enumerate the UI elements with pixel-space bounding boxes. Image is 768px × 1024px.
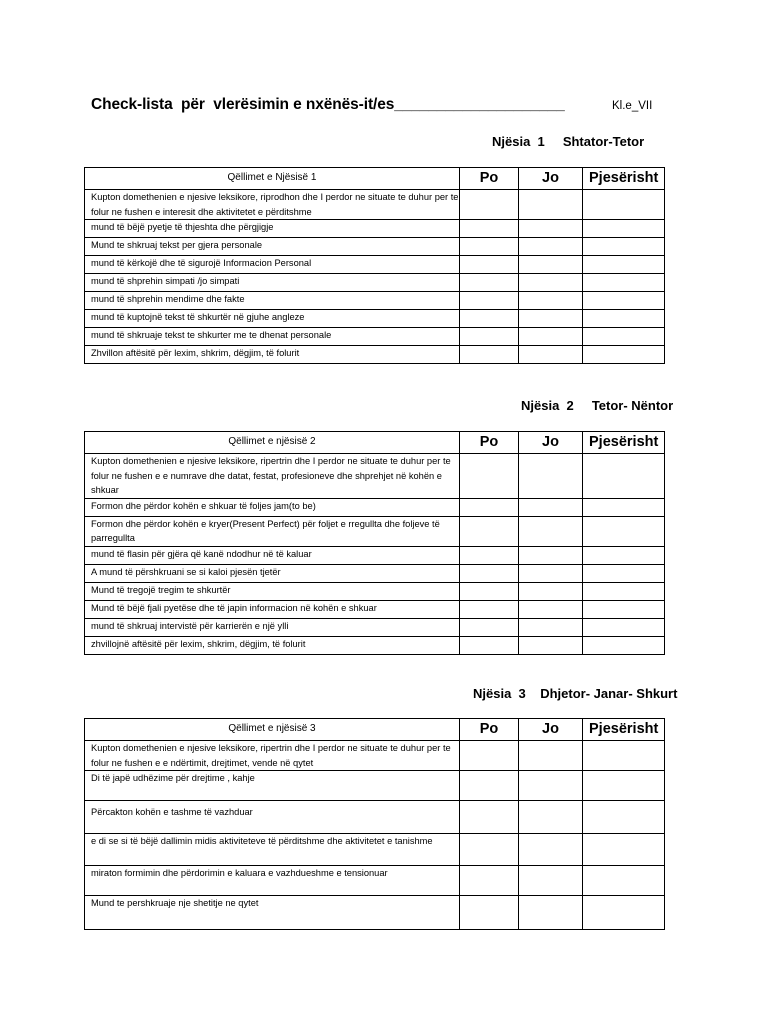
po-cell[interactable]	[460, 256, 519, 274]
table-header-row	[85, 168, 665, 190]
jo-cell[interactable]	[519, 498, 583, 516]
table-row	[85, 618, 665, 636]
pjeserisht-cell[interactable]	[583, 454, 665, 499]
jo-cell[interactable]	[519, 220, 583, 238]
table-row	[85, 454, 665, 499]
po-cell[interactable]	[460, 582, 519, 600]
table-row	[85, 600, 665, 618]
pjeserisht-cell[interactable]	[583, 256, 665, 274]
pjeserisht-cell[interactable]	[583, 190, 665, 220]
column-po: Po	[460, 719, 519, 741]
table-row	[85, 256, 665, 274]
jo-cell[interactable]	[519, 310, 583, 328]
pjeserisht-cell[interactable]	[583, 896, 665, 930]
pjeserisht-cell[interactable]	[583, 618, 665, 636]
unit-1-heading: Njësia 1 Shtator-Tetor	[492, 134, 645, 149]
column-jo: Jo	[519, 719, 583, 741]
goal-text: Mund te shkruaj tekst per gjera personale	[85, 238, 460, 256]
pjeserisht-cell[interactable]	[583, 516, 665, 546]
goal-text: Kupton domethenien e njesive leksikore, riprodhon dhe I perdor ne situate te duhur per te folur ne fushen e interesit dhe aktivitetet e përditshme	[85, 190, 460, 220]
goal-text: Formon dhe përdor kohën e shkuar të foljes jam(to be)	[85, 498, 460, 516]
goal-text: mund të shprehin simpati /jo simpati	[85, 274, 460, 292]
jo-cell[interactable]	[519, 741, 583, 771]
po-cell[interactable]	[460, 801, 519, 834]
column-po: Po	[460, 432, 519, 454]
goal-text: Përcakton kohën e tashme të vazhduar	[85, 801, 460, 834]
po-cell[interactable]	[460, 516, 519, 546]
table-header-row	[85, 719, 665, 741]
table-row	[85, 498, 665, 516]
table-row	[85, 741, 665, 771]
unit-3-heading: Njësia 3 Dhjetor- Janar- Shkurt	[473, 686, 678, 701]
table-row	[85, 896, 665, 930]
goal-text: Mund të bëjë fjali pyetëse dhe të japin informacion në kohën e shkuar	[85, 600, 460, 618]
goals-header: Qëllimet e njësisë 3	[85, 719, 460, 741]
goal-text: e di se si të bëjë dallimin midis aktiviteteve të përditshme dhe aktivitetet e tanishme	[85, 834, 460, 866]
pjeserisht-cell[interactable]	[583, 292, 665, 310]
goal-text: Di të japë udhëzime për drejtime , kahje	[85, 771, 460, 801]
class-label: Kl.e_VII	[612, 100, 653, 112]
jo-cell[interactable]	[519, 256, 583, 274]
jo-cell[interactable]	[519, 564, 583, 582]
jo-cell[interactable]	[519, 896, 583, 930]
table-header-row	[85, 432, 665, 454]
jo-cell[interactable]	[519, 274, 583, 292]
table-row	[85, 636, 665, 654]
jo-cell[interactable]	[519, 190, 583, 220]
jo-cell[interactable]	[519, 834, 583, 866]
column-pjeserisht: Pjesërisht	[583, 168, 665, 190]
po-cell[interactable]	[460, 866, 519, 896]
goal-text: Mund të tregojë tregim te shkurtër	[85, 582, 460, 600]
po-cell[interactable]	[460, 834, 519, 866]
po-cell[interactable]	[460, 292, 519, 310]
goal-text: Kupton domethenien e njesive leksikore, ripertrin dhe I perdor ne situate te duhur per te folur ne fushen e e numrave dhe datat, festat, profesioneve dhe shprehjet në kohën e shkuar	[85, 454, 460, 499]
goal-text: mund të shkruaj intervistë për karrierën e një ylli	[85, 618, 460, 636]
table-row	[85, 834, 665, 866]
jo-cell[interactable]	[519, 866, 583, 896]
unit-3-table	[84, 718, 665, 930]
unit-2-table	[84, 431, 665, 655]
pjeserisht-cell[interactable]	[583, 498, 665, 516]
po-cell[interactable]	[460, 618, 519, 636]
jo-cell[interactable]	[519, 292, 583, 310]
jo-cell[interactable]	[519, 454, 583, 499]
unit-2-heading: Njësia 2 Tetor- Nëntor	[521, 398, 674, 413]
jo-cell[interactable]	[519, 618, 583, 636]
goal-text: miraton formimin dhe përdorimin e kaluara e vazhdueshme e tensionuar	[85, 866, 460, 896]
pjeserisht-cell[interactable]	[583, 328, 665, 346]
table-row	[85, 801, 665, 834]
table-row	[85, 274, 665, 292]
column-pjeserisht: Pjesërisht	[583, 719, 665, 741]
jo-cell[interactable]	[519, 346, 583, 364]
jo-cell[interactable]	[519, 600, 583, 618]
table-row	[85, 220, 665, 238]
pjeserisht-cell[interactable]	[583, 600, 665, 618]
po-cell[interactable]	[460, 310, 519, 328]
table-row	[85, 310, 665, 328]
pjeserisht-cell[interactable]	[583, 636, 665, 654]
goals-header: Qëllimet e Njësisë 1	[85, 168, 460, 190]
po-cell[interactable]	[460, 546, 519, 564]
page-title: Check-lista për vlerësimin e nxënës-it/es____________________	[91, 96, 565, 113]
table-row	[85, 546, 665, 564]
po-cell[interactable]	[460, 896, 519, 930]
po-cell[interactable]	[460, 741, 519, 771]
po-cell[interactable]	[460, 636, 519, 654]
jo-cell[interactable]	[519, 636, 583, 654]
goal-text: mund të kuptojnë tekst të shkurtër në gjuhe angleze	[85, 310, 460, 328]
column-po: Po	[460, 168, 519, 190]
jo-cell[interactable]	[519, 546, 583, 564]
column-jo: Jo	[519, 168, 583, 190]
pjeserisht-cell[interactable]	[583, 274, 665, 292]
po-cell[interactable]	[460, 771, 519, 801]
table-row	[85, 564, 665, 582]
pjeserisht-cell[interactable]	[583, 310, 665, 328]
jo-cell[interactable]	[519, 516, 583, 546]
table-row	[85, 771, 665, 801]
table-row	[85, 190, 665, 220]
jo-cell[interactable]	[519, 582, 583, 600]
goal-text: zhvillojnë aftësitë për lexim, shkrim, dëgjim, të folurit	[85, 636, 460, 654]
pjeserisht-cell[interactable]	[583, 546, 665, 564]
table-row	[85, 292, 665, 310]
pjeserisht-cell[interactable]	[583, 866, 665, 896]
po-cell[interactable]	[460, 454, 519, 499]
pjeserisht-cell[interactable]	[583, 741, 665, 771]
column-pjeserisht: Pjesërisht	[583, 432, 665, 454]
unit-1-table	[84, 167, 665, 364]
pjeserisht-cell[interactable]	[583, 220, 665, 238]
goal-text: mund të bëjë pyetje të thjeshta dhe përgjigje	[85, 220, 460, 238]
goal-text: mund të flasin për gjëra që kanë ndodhur në të kaluar	[85, 546, 460, 564]
po-cell[interactable]	[460, 274, 519, 292]
jo-cell[interactable]	[519, 328, 583, 346]
pjeserisht-cell[interactable]	[583, 771, 665, 801]
goal-text: mund të shprehin mendime dhe fakte	[85, 292, 460, 310]
goals-header: Qëllimet e njësisë 2	[85, 432, 460, 454]
po-cell[interactable]	[460, 328, 519, 346]
column-jo: Jo	[519, 432, 583, 454]
table-row	[85, 238, 665, 256]
goal-text: Mund te pershkruaje nje shetitje ne qytet	[85, 896, 460, 930]
goal-text: Kupton domethenien e njesive leksikore, ripertrin dhe I perdor ne situate te duhur per te folur ne fushen e e ndërtimit, drejtimet, vende në qytet	[85, 741, 460, 771]
po-cell[interactable]	[460, 564, 519, 582]
po-cell[interactable]	[460, 498, 519, 516]
po-cell[interactable]	[460, 190, 519, 220]
jo-cell[interactable]	[519, 771, 583, 801]
table-row	[85, 346, 665, 364]
pjeserisht-cell[interactable]	[583, 564, 665, 582]
po-cell[interactable]	[460, 220, 519, 238]
pjeserisht-cell[interactable]	[583, 834, 665, 866]
po-cell[interactable]	[460, 238, 519, 256]
table-row	[85, 328, 665, 346]
table-row	[85, 516, 665, 546]
goal-text: A mund të përshkruani se si kaloi pjesën tjetër	[85, 564, 460, 582]
pjeserisht-cell[interactable]	[583, 801, 665, 834]
po-cell[interactable]	[460, 346, 519, 364]
goal-text: mund të kërkojë dhe të sigurojë Informacion Personal	[85, 256, 460, 274]
goal-text: Formon dhe përdor kohën e kryer(Present Perfect) për foljet e rregullta dhe foljeve të parregullta	[85, 516, 460, 546]
jo-cell[interactable]	[519, 801, 583, 834]
jo-cell[interactable]	[519, 238, 583, 256]
goal-text: mund të shkruaje tekst te shkurter me te dhenat personale	[85, 328, 460, 346]
table-row	[85, 582, 665, 600]
pjeserisht-cell[interactable]	[583, 346, 665, 364]
table-row	[85, 866, 665, 896]
po-cell[interactable]	[460, 600, 519, 618]
pjeserisht-cell[interactable]	[583, 238, 665, 256]
goal-text: Zhvillon aftësitë për lexim, shkrim, dëgjim, të folurit	[85, 346, 460, 364]
pjeserisht-cell[interactable]	[583, 582, 665, 600]
